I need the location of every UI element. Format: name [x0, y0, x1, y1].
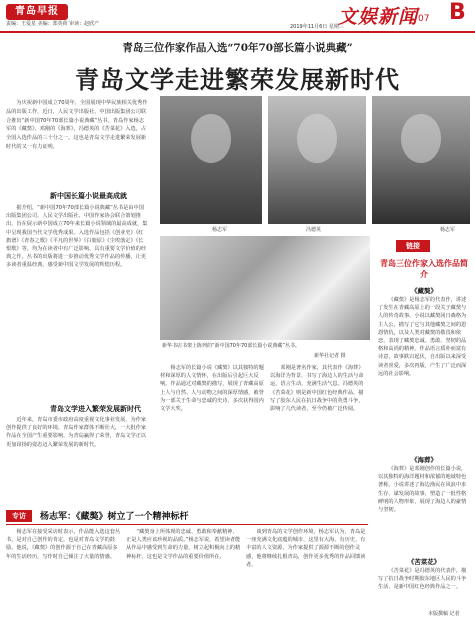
- author-photo-1: [160, 96, 262, 224]
- section-body-2: 近年来，青岛市委市政府高度重视文化事业发展，为作家创作提供了良好的环境。青岛作家群体不断壮大，一大批作家作品在全国产生重要影响，为青岛赢得了荣誉，青岛文学正以更加昂扬的姿态迈入繁荣发展的新时代。: [6, 417, 147, 448]
- issue-date: 2019年11月6日 星期三: [290, 24, 344, 30]
- portrait-shape: [191, 114, 232, 163]
- photo-credit: 新华社记者 摄: [314, 353, 346, 359]
- sidebar-label: 链接: [396, 240, 430, 252]
- photo-caption-3: 杨志军: [440, 227, 456, 233]
- portrait-shape: [401, 114, 440, 163]
- photo-caption-1: 杨志军: [212, 227, 228, 233]
- book-intro-1: 《藏獒》是杨志军的代表作，讲述了发生在青藏高原上的一段关于藏獒与人的传奇故事。小说以藏獒冈日森格为主人公，描写了它与其他藏獒之间的恩怨情仇，以及人类对藏獒的敬畏和依恋，表现了藏獒忠诚、勇敢、坚韧的品格和高尚的精神。作品语言质朴而富有诗意，故事跌宕起伏，自出版以来深受读者喜爱，多次再版，产生了广泛而深远的社会影响。: [378, 297, 467, 377]
- section-heading-2: 青岛文学进入繁荣发展新时代: [50, 405, 141, 413]
- editor-credits: 责编：王爱星 美编：郑英荷 审读：赵欣产: [6, 21, 100, 27]
- lead-paragraph: 为庆祝新中国成立70周年，全国展现中华民族相关优秀作品的出版工作，近日，人民文学出版社、中国出版集团公司联合推出“新中国70年70部长篇小说典藏”丛书。青岛作家杨志军的《藏獒》、邓刚的《海葬》，冯德英的《苦菜花》入选，占全国入选作品的三十分之一。这也是青岛文学走进繁荣发展新时代的又一有力证明。: [6, 100, 148, 150]
- portrait-shape: [297, 114, 336, 163]
- book-title-1: 《藏獒》: [411, 287, 437, 295]
- section-body-1: 据介绍，“新中国70年70部长篇小说典藏”丛书是由中国出版集团公司、人民文学出版社、中国作家协会联合策划推出，旨在展示新中国成立70年来长篇小说领域的最高成就，集中呈现我国当代文学优秀成果。入选作品包括《创业史》《红旗谱》《青春之歌》《平凡的世界》《白鹿原》《尘埃落定》《长恨歌》等，均为在读者中有广泛影响、具有重要文学价值的经典之作。丛书的出版将进一步推动优秀文学作品的传播，让更多读者重温经典，感受新中国文学发展的辉煌历程。: [6, 205, 148, 269]
- interview-column-2: “藏獒身上所体现的忠诚、勇敢和奉献精神，正是人类应该珍视的品质。”杨志军说，希望读者能从作品中感受到生命的力量，树立起积极向上的精神标杆，这也是文学作品的重要价值所在。: [126, 529, 241, 560]
- book-intro-3: 《苦菜花》是冯德英的代表作，描写了抗日战争时期胶东地区人民的斗争生活，是新中国红色经典作品之一。: [378, 568, 467, 591]
- book-title-3: 《苦菜花》: [407, 558, 441, 566]
- bookshelf-caption: 新华书店书架上陈列的“新中国70年70部长篇小说典藏”丛书。: [162, 343, 300, 349]
- section-title: 文娱新闻: [338, 6, 419, 28]
- page-letter: B: [449, 0, 466, 25]
- book-intro-2: 《海葬》是邓刚创作的长篇小说，以其独特的海洋题材和浓郁的地域特色著称。小说讲述了海边渔民在风浪中求生存、谋发展的故事，塑造了一批性格鲜明的人物形象，展现了海边人的豪情与坚韧。: [378, 466, 467, 514]
- middle-column-left: 杨志军的长篇小说《藏獒》以其独特的题材和深厚的人文情怀，在出版后引起巨大反响。作品通过对藏獒的描写，展现了青藏高原上人与自然、人与动物之间的深厚情感，被誉为一部关于生命与忠诚的史诗，多次获得国内文学大奖。: [160, 365, 264, 413]
- book-title-2: 《海葬》: [411, 456, 437, 464]
- main-headline: 青岛文学走进繁荣发展新时代: [75, 65, 400, 94]
- section-heading-1: 新中国长篇小说最高成就: [50, 192, 127, 200]
- author-photo-2: [268, 96, 366, 224]
- interview-rule: [6, 524, 368, 525]
- sidebar-credit: 本版撰稿 记者: [428, 611, 460, 617]
- bookshelf-photo: [160, 236, 370, 340]
- newspaper-logo: 青岛早报: [6, 4, 68, 20]
- interview-tag: 专访: [6, 510, 32, 522]
- subheadline: 青岛三位作家作品入选“70年70部长篇小说典藏”: [122, 42, 353, 54]
- page-number: 07: [418, 14, 430, 24]
- interview-column-3: 谈到青岛的文学创作环境，杨志军认为，青岛是一座充满文化底蕴的城市，这里有大海、有历史、有丰富的人文资源，为作家提供了源源不断的创作灵感，他将继续扎根青岛，创作更多优秀的作品回馈读者。: [246, 529, 366, 568]
- masthead-rule: [0, 31, 475, 33]
- middle-column-right: 邓刚是著名作家，其代表作《海葬》以海洋为背景，书写了海边人的生活与命运，语言生动，充满生活气息。冯德英的《苦菜花》则是新中国红色经典作品，描写了胶东人民在抗日战争中的英勇斗争，影响了几代读者，至今仍被广泛传阅。: [270, 365, 364, 413]
- sidebar-title: 青岛三位作家入选作品简介: [380, 259, 468, 279]
- photo-caption-2: 冯德英: [306, 227, 322, 233]
- author-photo-3: [372, 96, 470, 224]
- interview-title: 杨志军：《藏獒》树立了一个精神标杆: [40, 512, 189, 522]
- interview-column-1: 杨志军在接受采访时表示，作品能入选这套丛书，是对自己创作的肯定，也是对青岛文学的鼓励。他说，《藏獒》的创作源于自己在青藏高原多年的生活经历，写作时自己倾注了大量的情感。: [6, 529, 121, 560]
